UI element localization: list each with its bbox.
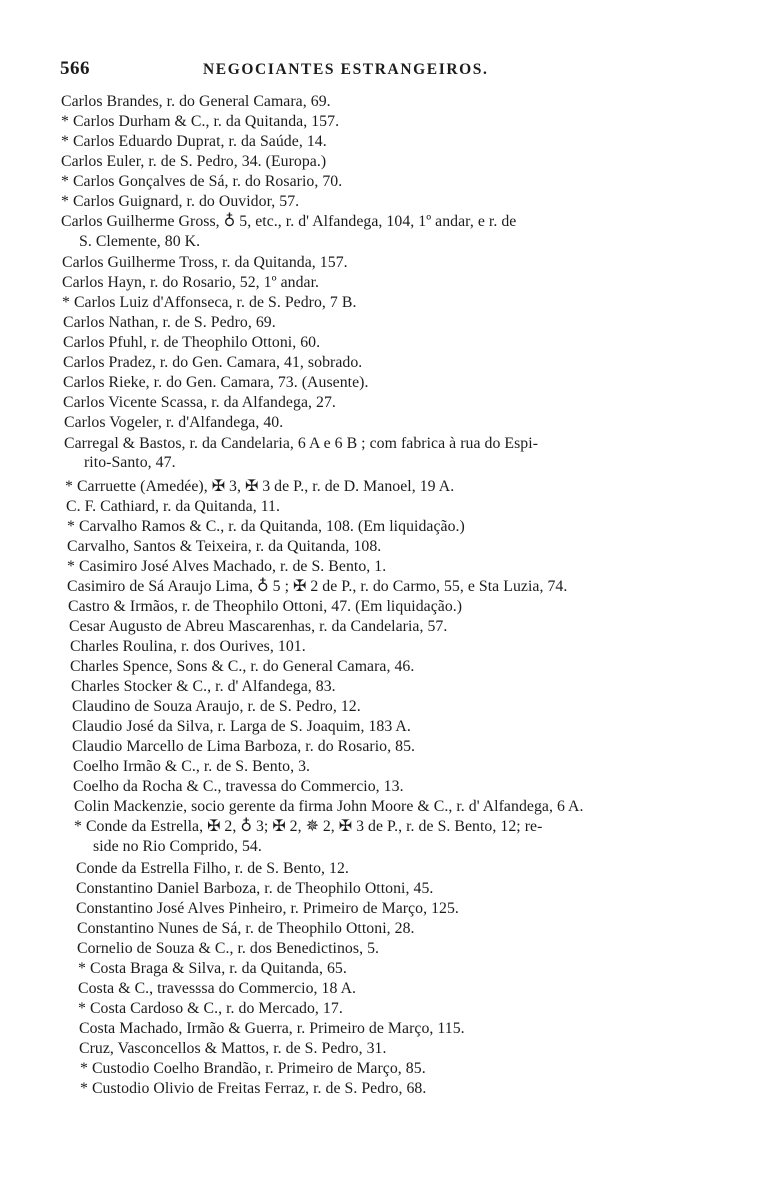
directory-entry: Cruz, Vasconcellos & Mattos, r. de S. Pedro, 31.	[79, 1040, 387, 1057]
directory-entry: Carlos Brandes, r. do General Camara, 69.	[61, 93, 331, 110]
directory-entry: * Carlos Guignard, r. do Ouvidor, 57.	[61, 193, 300, 210]
directory-entry: Costa Machado, Irmão & Guerra, r. Primeiro de Março, 115.	[79, 1020, 465, 1037]
directory-entry: Charles Stocker & C., r. d' Alfandega, 83.	[71, 678, 336, 695]
directory-entry: Claudio José da Silva, r. Larga de S. Joaquim, 183 A.	[72, 718, 411, 735]
directory-entry: C. F. Cathiard, r. da Quitanda, 11.	[66, 498, 281, 515]
directory-entry: * Costa Cardoso & C., r. do Mercado, 17.	[78, 1000, 343, 1017]
directory-entry: * Conde da Estrella, ✠ 2, ♁ 3; ✠ 2, ✵ 2, ✠ 3 de P., r. de S. Bento, 12; re-	[74, 818, 543, 835]
directory-entry: Casimiro de Sá Araujo Lima, ♁ 5 ; ✠ 2 de P., r. do Carmo, 55, e Sta Luzia, 74.	[67, 578, 568, 595]
directory-entry: Costa & C., travesssa do Commercio, 18 A.	[78, 980, 357, 997]
directory-entry: * Carruette (Amedée), ✠ 3, ✠ 3 de P., r. de D. Manoel, 19 A.	[65, 478, 455, 495]
directory-entry: Claudio Marcello de Lima Barboza, r. do Rosario, 85.	[72, 738, 416, 755]
directory-entry-continuation: S. Clemente, 80 K.	[79, 233, 201, 250]
directory-entry: Carlos Guilherme Tross, r. da Quitanda, 157.	[62, 254, 348, 271]
running-title: NEGOCIANTES ESTRANGEIROS.	[203, 61, 489, 78]
directory-entry: Claudino de Souza Araujo, r. de S. Pedro, 12.	[72, 698, 361, 715]
directory-entry: Coelho da Rocha & C., travessa do Commercio, 13.	[73, 778, 404, 795]
directory-entry: Carlos Vicente Scassa, r. da Alfandega, 27.	[63, 394, 336, 411]
directory-entry: Coelho Irmão & C., r. de S. Bento, 3.	[73, 758, 311, 775]
page-number: 566	[60, 58, 90, 79]
directory-entry: Constantino Daniel Barboza, r. de Theophilo Ottoni, 45.	[76, 880, 434, 897]
directory-entry: Carlos Guilherme Gross, ♁ 5, etc., r. d' Alfandega, 104, 1º andar, e r. de	[61, 213, 517, 230]
directory-entry-continuation: rito-Santo, 47.	[84, 454, 176, 471]
directory-entry: Carlos Vogeler, r. d'Alfandega, 40.	[64, 414, 284, 431]
directory-entry: Constantino José Alves Pinheiro, r. Primeiro de Março, 125.	[76, 900, 459, 917]
directory-entry: Charles Spence, Sons & C., r. do General Camara, 46.	[70, 658, 415, 675]
directory-entry: * Custodio Coelho Brandão, r. Primeiro de Março, 85.	[80, 1060, 426, 1077]
directory-entry: Cesar Augusto de Abreu Mascarenhas, r. da Candelaria, 57.	[69, 618, 448, 635]
directory-entry: Constantino Nunes de Sá, r. de Theophilo Ottoni, 28.	[77, 920, 415, 937]
directory-entry: Carlos Hayn, r. do Rosario, 52, 1º andar.	[62, 274, 320, 291]
directory-entry: Carlos Pradez, r. do Gen. Camara, 41, sobrado.	[63, 354, 363, 371]
directory-entry: * Carlos Luiz d'Affonseca, r. de S. Pedro, 7 B.	[62, 294, 357, 311]
directory-entry: Colin Mackenzie, socio gerente da firma John Moore & C., r. d' Alfandega, 6 A.	[74, 798, 584, 815]
directory-entry: * Custodio Olivio de Freitas Ferraz, r. de S. Pedro, 68.	[80, 1080, 427, 1097]
directory-entry: Cornelio de Souza & C., r. dos Benedictinos, 5.	[77, 940, 380, 957]
directory-entry: Carlos Euler, r. de S. Pedro, 34. (Europa.)	[61, 153, 327, 170]
directory-entry: * Casimiro José Alves Machado, r. de S. Bento, 1.	[67, 558, 387, 575]
directory-entry: Conde da Estrella Filho, r. de S. Bento, 12.	[76, 860, 349, 877]
directory-entry: * Costa Braga & Silva, r. da Quitanda, 65.	[78, 960, 347, 977]
directory-entry: Carlos Pfuhl, r. de Theophilo Ottoni, 60.	[63, 334, 321, 351]
directory-entry: * Carlos Gonçalves de Sá, r. do Rosario, 70.	[61, 173, 343, 190]
directory-entry: * Carlos Eduardo Duprat, r. da Saúde, 14.	[61, 133, 327, 150]
directory-entry: * Carvalho Ramos & C., r. da Quitanda, 108. (Em liquidação.)	[67, 518, 465, 535]
directory-entry: Carvalho, Santos & Teixeira, r. da Quitanda, 108.	[67, 538, 382, 555]
directory-entry: Carlos Rieke, r. do Gen. Camara, 73. (Ausente).	[63, 374, 369, 391]
directory-entry: Castro & Irmãos, r. de Theophilo Ottoni, 47. (Em liquidação.)	[68, 598, 463, 615]
directory-entry-continuation: side no Rio Comprido, 54.	[93, 838, 262, 855]
directory-entry: Carregal & Bastos, r. da Candelaria, 6 A e 6 B ; com fabrica à rua do Espi-	[64, 435, 539, 452]
directory-entry: Charles Roulina, r. dos Ourives, 101.	[70, 638, 306, 655]
directory-entry: * Carlos Durham & C., r. da Quitanda, 157.	[61, 113, 340, 130]
directory-entry: Carlos Nathan, r. de S. Pedro, 69.	[63, 314, 276, 331]
